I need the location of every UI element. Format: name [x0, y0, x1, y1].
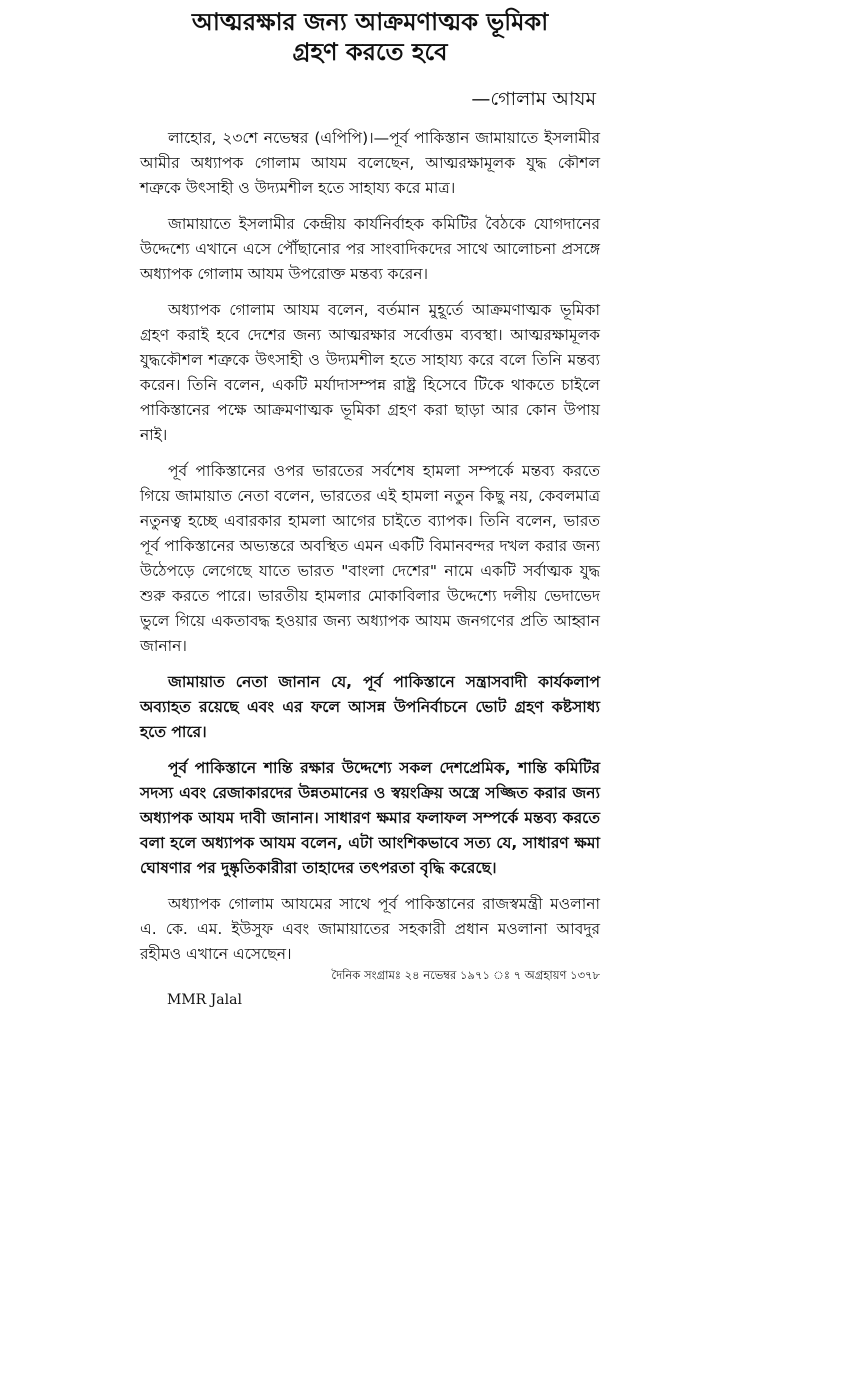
headline-line-1: আত্মরক্ষার জন্য আক্রমণাত্মক ভূমিকা: [191, 8, 549, 36]
article-body: [140, 126, 600, 978]
paragraph-3: অধ্যাপক গোলাম আযম বলেন, বর্তমান মুহূর্তে আক্রমণাত্মক ভূমিকা গ্রহণ করাই হবে দেশের জন্য আত্মরক্ষার সর্বোত্তম ব্যবস্থা। আত্মরক্ষামূলক যুদ্ধকৌশল শত্রুকে উৎসাহী ও উদ্যমশীল হতে সাহায্য করে বলে তিনি মন্তব্য করেন। তিনি বলেন, একটি মর্যাদাসম্পন্ন রাষ্ট্র হিসেবে টিকে থাকতে চাইলে পাকিস্তানের পক্ষে আক্রমণাত্মক ভূমিকা গ্রহণ করা ছাড়া আর কোন উপায় নাই।: [140, 301, 600, 444]
paragraph-1: লাহোর, ২৩শে নভেম্বর (এপিপি)।—পূর্ব পাকিস্তান জামায়াতে ইসলামীর আমীর অধ্যাপক গোলাম আযম বলেছেন, আত্মরক্ষামূলক যুদ্ধ কৌশল শত্রুকে উৎসাহী ও উদ্যমশীল হতে সাহায্য করে মাত্র।: [140, 129, 600, 197]
paragraph-7: অধ্যাপক গোলাম আযমের সাথে পূর্ব পাকিস্তানের রাজস্বমন্ত্রী মওলানা এ. কে. এম. ইউসুফ এবং জামায়াতের সহকারী প্রধান মওলানা আবদুর রহীমও এখানে এসেছেন।: [140, 895, 600, 963]
paragraph-4: পূর্ব পাকিস্তানের ওপর ভারতের সর্বশেষ হামলা সম্পর্কে মন্তব্য করতে গিয়ে জামায়াত নেতা বলেন, ভারতের এই হামলা নতুন কিছু নয়, কেবলমাত্র নতুনত্ব হচ্ছে এবারকার হামলা আগের চাইতে ব্যাপক। তিনি বলেন, ভারত পূর্ব পাকিস্তানের অভ্যন্তরে অবস্থিত এমন একটি বিমানবন্দর দখল করার জন্য উঠেপড়ে লেগেছে যাতে ভারত "বাংলা দেশের" নামে একটি সর্বাত্মক যুদ্ধ শুরু করতে পারে। ভারতীয় হামলার মোকাবিলার উদ্দেশ্যে দলীয় ভেদাভেদ ভুলে গিয়ে একতাবদ্ধ হওয়ার জন্য অধ্যাপক আযম জনগণের প্রতি আহ্বান জানান।: [140, 462, 600, 655]
paragraph-6: পূর্ব পাকিস্তানে শান্তি রক্ষার উদ্দেশ্যে সকল দেশপ্রেমিক, শান্তি কমিটির সদস্য এবং রেজাকারদের উন্নতমানের ও স্বয়ংক্রিয় অস্ত্রে সজ্জিত করার জন্য অধ্যাপক আযম দাবী জানান। সাধারণ ক্ষমার ফলাফল সম্পর্কে মন্তব্য করতে বলা হলে অধ্যাপক আযম বলেন, এটা আংশিকভাবে সত্য যে, সাধারণ ক্ষমা ঘোষণার পর দুষ্কৃতিকারীরা তাহাদের তৎপরতা বৃদ্ধি করেছে।: [140, 759, 600, 877]
paragraph-2: জামায়াতে ইসলামীর কেন্দ্রীয় কার্যনির্বাহক কমিটির বৈঠকে যোগদানের উদ্দেশ্যে এখানে এসে পৌঁছানোর পর সাংবাদিকদের সাথে আলোচনা প্রসঙ্গে অধ্যাপক গোলাম আযম উপরোক্ত মন্তব্য করেন।: [140, 215, 600, 283]
credit-label: MMR Jalal: [167, 992, 242, 1008]
source-citation: দৈনিক সংগ্রামঃ ২৪ নভেম্বর ১৯৭১ ঃ ৭ অগ্রহায়ণ ১৩৭৮: [331, 968, 600, 982]
headline-line-2: গ্রহণ করতে হবে: [292, 38, 448, 66]
paragraph-5: জামায়াত নেতা জানান যে, পূর্ব পাকিস্তানে সন্ত্রাসবাদী কার্যকলাপ অব্যাহত রয়েছে এবং এর ফলে আসন্ন উপনির্বাচনে ভোট গ্রহণ কষ্টসাধ্য হতে পারে।: [140, 673, 600, 741]
byline: —গোলাম আযম: [471, 88, 596, 110]
